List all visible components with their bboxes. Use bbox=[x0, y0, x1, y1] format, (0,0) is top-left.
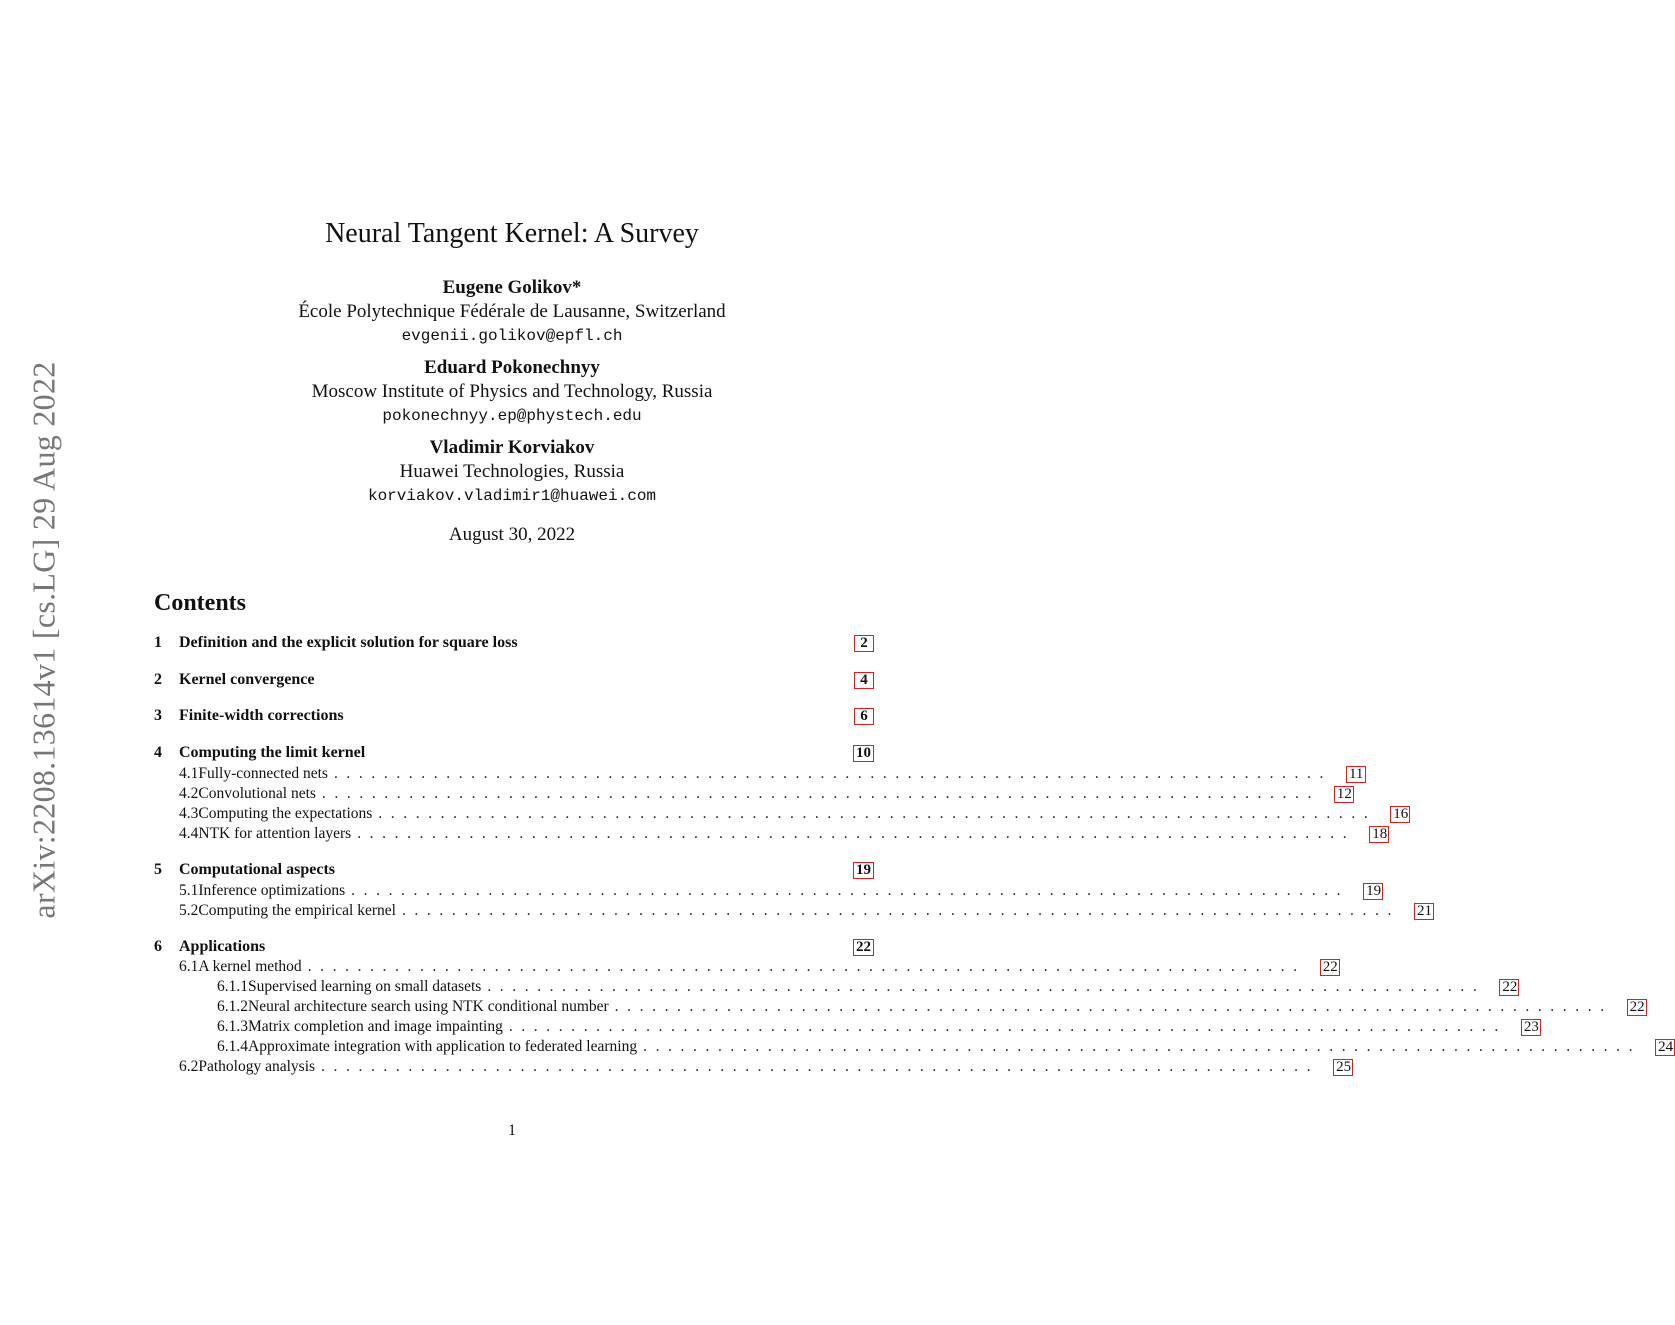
toc-title: Fully-connected nets bbox=[198, 765, 328, 782]
toc-page-link[interactable]: 19 bbox=[1363, 883, 1383, 900]
toc-page-link[interactable]: 2 bbox=[854, 635, 874, 652]
toc-title: NTK for attention layers bbox=[198, 825, 352, 842]
toc-subsubsection-6-1-2[interactable] bbox=[154, 998, 1645, 1018]
toc-subsection-6-2[interactable] bbox=[154, 1058, 1352, 1078]
toc-title: Computing the empirical kernel bbox=[198, 902, 396, 919]
toc-page-link[interactable]: 19 bbox=[853, 862, 874, 879]
toc-leader-dots: ................................................................................ bbox=[643, 1038, 1642, 1055]
toc-number: 4.3 bbox=[179, 805, 199, 822]
author-affiliation: Huawei Technologies, Russia bbox=[399, 461, 625, 482]
toc-subsection-4-3[interactable] bbox=[154, 805, 1409, 825]
toc-number: 4.1 bbox=[179, 765, 199, 782]
author-affiliation: École Polytechnique Fédérale de Lausanne, Switzerland bbox=[298, 301, 726, 322]
toc-title: Neural architecture search using NTK conditional number bbox=[248, 998, 609, 1015]
toc-section-4[interactable] bbox=[154, 744, 874, 766]
toc-page-link[interactable]: 22 bbox=[1627, 999, 1647, 1016]
toc-subsubsection-6-1-4[interactable] bbox=[154, 1038, 1674, 1058]
author-email[interactable]: evgenii.golikov@epfl.ch bbox=[401, 327, 623, 345]
toc-section-6[interactable] bbox=[154, 938, 874, 960]
toc-title: A kernel method bbox=[198, 958, 302, 975]
toc-number: 4.2 bbox=[179, 785, 199, 802]
toc-page-link[interactable]: 21 bbox=[1414, 903, 1434, 920]
toc-title: Pathology analysis bbox=[198, 1058, 316, 1075]
author-email[interactable]: pokonechnyy.ep@phystech.edu bbox=[382, 407, 642, 425]
toc-number: 6.1.3 bbox=[217, 1018, 248, 1035]
toc-page-link[interactable]: 23 bbox=[1521, 1019, 1541, 1036]
toc-leader-dots: ................................................................................ bbox=[321, 1058, 1320, 1075]
toc-leader-dots: ................................................................................ bbox=[321, 785, 1320, 802]
toc-title: Approximate integration with application to federated learning bbox=[248, 1038, 638, 1055]
toc-leader-dots: ................................................................................ bbox=[333, 765, 1332, 782]
author-block-1 bbox=[0, 276, 1024, 348]
toc-title: Kernel convergence bbox=[179, 671, 315, 688]
toc-leader-dots: ................................................................................ bbox=[357, 825, 1356, 842]
author-block-3 bbox=[0, 436, 1024, 508]
toc-number: 6.1.1 bbox=[217, 978, 248, 995]
toc-leader-dots: ................................................................................ bbox=[401, 902, 1400, 919]
toc-subsection-5-2[interactable] bbox=[154, 902, 1432, 922]
author-email[interactable]: korviakov.vladimir1@huawei.com bbox=[367, 487, 657, 505]
toc-leader-dots: ................................................................................ bbox=[614, 998, 1613, 1015]
arxiv-identifier[interactable]: arXiv:2208.13614v1 [cs.LG] 29 Aug 2022 bbox=[25, 361, 62, 919]
toc-number: 2 bbox=[154, 671, 162, 688]
toc-section-1[interactable] bbox=[154, 634, 874, 656]
toc-leader-dots: ................................................................................ bbox=[378, 805, 1377, 822]
toc-title: Supervised learning on small datasets bbox=[248, 978, 482, 995]
author-name: Eduard Pokonechnyy bbox=[424, 357, 600, 378]
toc-subsection-6-1[interactable] bbox=[154, 958, 1338, 978]
toc-leader-dots: ................................................................................ bbox=[307, 958, 1306, 975]
toc-page-link[interactable]: 24 bbox=[1655, 1039, 1675, 1056]
toc-page-link[interactable]: 18 bbox=[1369, 826, 1389, 843]
paper-date: August 30, 2022 bbox=[448, 524, 576, 545]
toc-page-link[interactable]: 16 bbox=[1390, 806, 1410, 823]
toc-number: 5.2 bbox=[179, 902, 199, 919]
toc-title: Computing the limit kernel bbox=[179, 744, 366, 761]
toc-section-3[interactable] bbox=[154, 707, 874, 729]
toc-page-link[interactable]: 11 bbox=[1346, 766, 1366, 783]
toc-subsubsection-6-1-3[interactable] bbox=[154, 1018, 1539, 1038]
toc-title: Computing the expectations bbox=[198, 805, 373, 822]
toc-number: 6.1.4 bbox=[217, 1038, 248, 1055]
toc-subsection-4-1[interactable] bbox=[154, 765, 1364, 785]
toc-title: Matrix completion and image impainting bbox=[248, 1018, 503, 1035]
toc-number: 5 bbox=[154, 861, 162, 878]
toc-page-link[interactable]: 22 bbox=[1320, 959, 1340, 976]
toc-section-2[interactable] bbox=[154, 671, 874, 693]
toc-section-5[interactable] bbox=[154, 861, 874, 883]
toc-page-link[interactable]: 6 bbox=[854, 708, 874, 725]
toc-title: Convolutional nets bbox=[198, 785, 316, 802]
toc-number: 3 bbox=[154, 707, 162, 724]
toc-title: Computational aspects bbox=[179, 861, 336, 878]
author-name: Eugene Golikov* bbox=[442, 277, 582, 298]
toc-number: 6 bbox=[154, 938, 162, 955]
author-name: Vladimir Korviakov bbox=[429, 437, 595, 458]
contents-heading: Contents bbox=[154, 590, 247, 616]
toc-subsection-4-2[interactable] bbox=[154, 785, 1352, 805]
toc-number: 5.1 bbox=[179, 882, 199, 899]
toc-number: 4.4 bbox=[179, 825, 199, 842]
toc-number: 6.2 bbox=[179, 1058, 199, 1075]
toc-leader-dots: ................................................................................ bbox=[487, 978, 1486, 995]
toc-title: Definition and the explicit solution for square loss bbox=[179, 634, 518, 651]
toc-title: Finite-width corrections bbox=[179, 707, 344, 724]
toc-number: 4 bbox=[154, 744, 162, 761]
toc-page-link[interactable]: 10 bbox=[853, 745, 874, 762]
toc-number: 6.1.2 bbox=[217, 998, 248, 1015]
page-number: 1 bbox=[508, 1122, 516, 1139]
author-affiliation: Moscow Institute of Physics and Technology, Russia bbox=[311, 381, 713, 402]
toc-title: Applications bbox=[179, 938, 266, 955]
toc-number: 1 bbox=[154, 634, 162, 651]
toc-page-link[interactable]: 22 bbox=[853, 939, 874, 956]
toc-subsection-4-4[interactable] bbox=[154, 825, 1388, 845]
toc-leader-dots: ................................................................................ bbox=[351, 882, 1350, 899]
toc-subsubsection-6-1-1[interactable] bbox=[154, 978, 1518, 998]
toc-page-link[interactable]: 12 bbox=[1334, 786, 1354, 803]
toc-number: 6.1 bbox=[179, 958, 199, 975]
toc-leader-dots: ................................................................................ bbox=[508, 1018, 1507, 1035]
toc-page-link[interactable]: 22 bbox=[1499, 979, 1519, 996]
toc-page-link[interactable]: 25 bbox=[1333, 1059, 1353, 1076]
toc-subsection-5-1[interactable] bbox=[154, 882, 1382, 902]
author-block-2 bbox=[0, 356, 1024, 428]
toc-page-link[interactable]: 4 bbox=[854, 672, 874, 689]
paper-title: Neural Tangent Kernel: A Survey bbox=[325, 218, 699, 249]
toc-title: Inference optimizations bbox=[198, 882, 346, 899]
